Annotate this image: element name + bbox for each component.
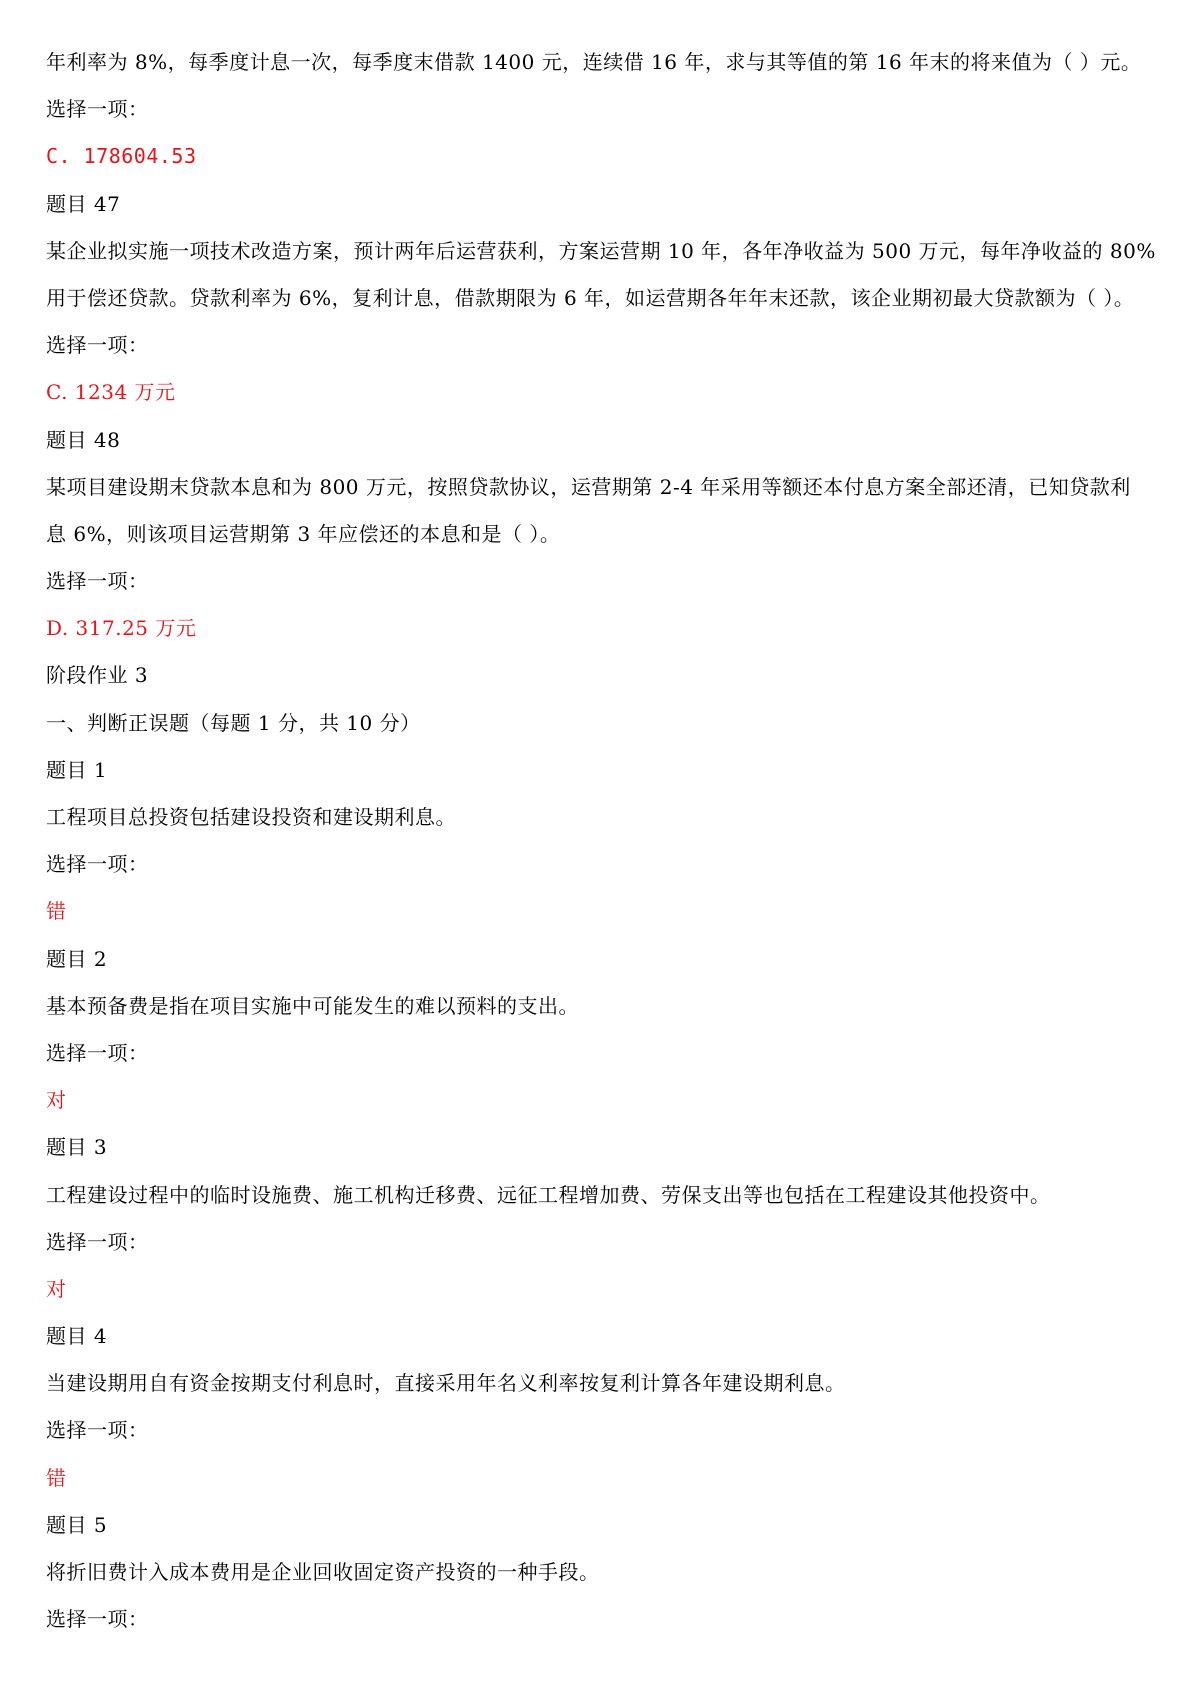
answer-text: C. 178604.53 xyxy=(46,144,197,169)
answer-text: 对 xyxy=(46,1276,67,1301)
section-title: 阶段作业 3 xyxy=(46,663,149,688)
question-number: 题目 47 xyxy=(46,191,121,216)
choose-one-label: 选择一项： xyxy=(46,1418,149,1443)
question-text: 当建设期用自有资金按期支付利息时，直接采用年名义利率按复利计算各年建设期利息。 xyxy=(46,1371,846,1396)
question-text: 工程建设过程中的临时设施费、施工机构迁移费、远征工程增加费、劳保支出等也包括在工程建设其他投资中。 xyxy=(46,1182,1051,1207)
choose-one-label: 选择一项： xyxy=(46,1229,149,1254)
answer-text: 错 xyxy=(46,1465,67,1490)
question-text: 年利率为 8%，每季度计息一次，每季度末借款 1400 元，连续借 16 年，求与其等值的第 16 年末的将来值为（ ）元。 xyxy=(46,50,1142,74)
question-number: 题目 1 xyxy=(46,757,108,782)
question-number: 题目 2 xyxy=(46,946,108,971)
document-body xyxy=(46,50,1156,1654)
question-text: 基本预备费是指在项目实施中可能发生的难以预料的支出。 xyxy=(46,993,579,1018)
answer-text: D. 317.25 万元 xyxy=(46,616,197,641)
question-text: 将折旧费计入成本费用是企业回收固定资产投资的一种手段。 xyxy=(46,1560,600,1584)
choose-one-label: 选择一项： xyxy=(46,852,149,877)
question-number: 题目 3 xyxy=(46,1135,108,1160)
section-subtitle: 一、判断正误题（每题 1 分，共 10 分） xyxy=(46,710,421,735)
choose-one-label: 选择一项： xyxy=(46,1607,149,1632)
question-number: 题目 4 xyxy=(46,1324,108,1349)
answer-text: 错 xyxy=(46,899,67,924)
question-number: 题目 5 xyxy=(46,1512,108,1537)
question-text: 某企业拟实施一项技术改造方案，预计两年后运营获利，方案运营期 10 年，各年净收益为 500 万元，每年净收益的 80% xyxy=(46,238,1156,263)
question-text: 用于偿还贷款。贷款利率为 6%，复利计息，借款期限为 6 年，如运营期各年年末还款，该企业期初最大贷款额为（ ）。 xyxy=(46,285,1135,310)
answer-text: 对 xyxy=(46,1088,67,1113)
choose-one-label: 选择一项： xyxy=(46,1040,149,1065)
question-text: 某项目建设期末贷款本息和为 800 万元，按照贷款协议，运营期第 2-4 年采用等额还本付息方案全部还清，已知贷款利 xyxy=(46,474,1131,499)
question-text: 息 6%，则该项目运营期第 3 年应偿还的本息和是（ ）。 xyxy=(46,521,561,546)
question-text: 工程项目总投资包括建设投资和建设期利息。 xyxy=(46,805,456,829)
choose-one-label: 选择一项： xyxy=(46,97,149,122)
choose-one-label: 选择一项： xyxy=(46,569,149,594)
answer-text: C. 1234 万元 xyxy=(46,380,176,405)
question-number: 题目 48 xyxy=(46,427,121,452)
choose-one-label: 选择一项： xyxy=(46,333,149,358)
